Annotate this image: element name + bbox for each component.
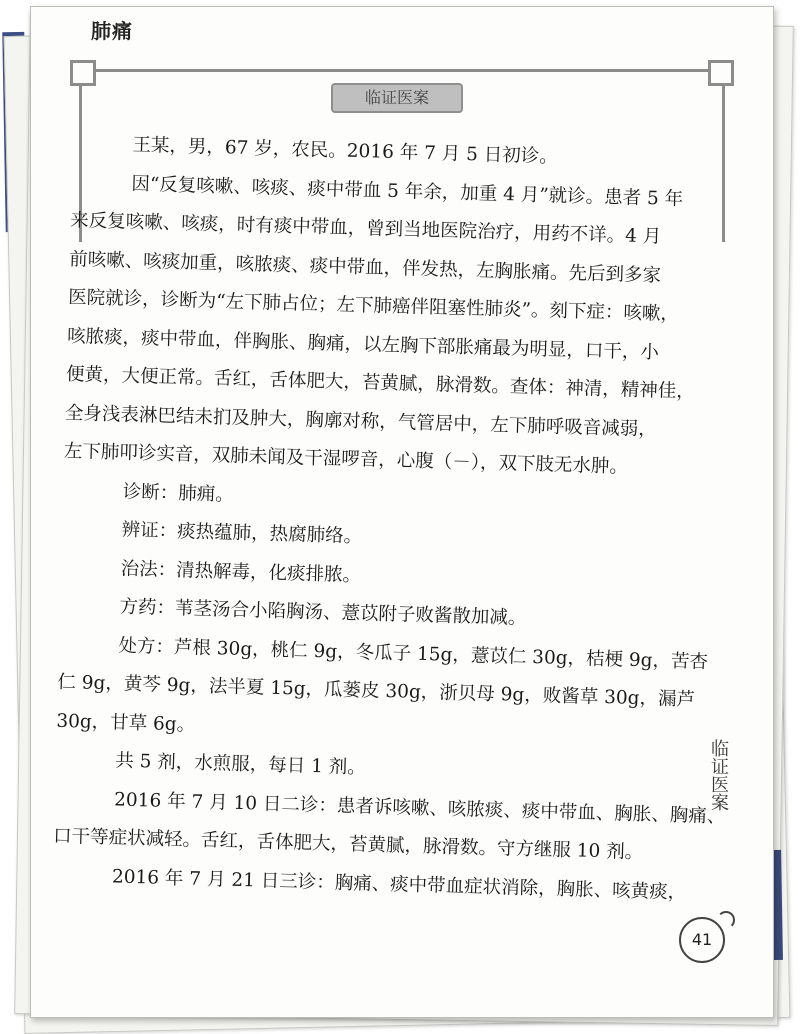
text-line: 因“反复咳嗽、咳痰、痰中带血 5 年余，加重 4 月”就诊。患者 5 年 <box>131 173 684 210</box>
text-line: 前咳嗽、咳痰加重，咳脓痰、痰中带血，伴发热，左胸胀痛。先后到多家 <box>68 248 662 286</box>
running-header: 肺痛 <box>91 19 133 43</box>
text-line: 2016 年 7 月 10 日二诊：患者诉咳嗽、咳脓痰、痰中带血、胸胀、胸痛、 <box>113 788 726 827</box>
page-number: 41 <box>679 917 725 963</box>
page-number-ornament-icon <box>717 911 735 929</box>
frame-corner-ornament <box>70 60 96 86</box>
text-line: 诊断：肺痈。 <box>122 481 235 506</box>
section-banner: 临证医案 <box>331 83 463 113</box>
text-line: 仁 9g，黄芩 9g，法半夏 15g，瓜蒌皮 30g，浙贝母 9g，败酱草 30g，漏芦 <box>57 671 696 711</box>
text-line: 医院就诊，诊断为“左下肺占位；左下肺癌伴阻塞性肺炎”。刻下症：咳嗽， <box>67 286 680 325</box>
text-line: 处方：芦根 30g，桃仁 9g，冬瓜子 15g，薏苡仁 30g，桔梗 9g，苦杏 <box>118 634 709 673</box>
frame-corner-ornament <box>708 60 734 86</box>
text-line: 全身浅表淋巴结未扪及肿大，胸廓对称，气管居中，左下肺呼吸音减弱， <box>64 402 658 440</box>
text-line: 便黄，大便正常。舌红，舌体肥大，苔黄腻，脉滑数。查体：神清，精神佳， <box>65 363 696 403</box>
text-line: 左下肺叩诊实音，双肺未闻及干湿啰音，心腹（－），双下肢无水肿。 <box>63 440 629 478</box>
text-line: 咳脓痰，痰中带血，伴胸胀、胸痛，以左胸下部胀痛最为明显，口干，小 <box>66 325 660 363</box>
side-section-label: 临证医案 <box>708 739 729 811</box>
book-page <box>30 6 774 1018</box>
text-line: 治法：清热解毒，化痰排脓。 <box>120 558 362 586</box>
text-line: 30g，甘草 6g。 <box>56 710 196 736</box>
text-line: 方药：苇茎汤合小陷胸汤、薏苡附子败酱散加减。 <box>119 596 527 629</box>
text-line: 辨证：痰热蕴肺，热腐肺络。 <box>121 519 363 548</box>
text-line: 王某，男，67 岁，农民。2016 年 7 月 5 日初诊。 <box>132 134 559 168</box>
text-line: 口干等症状减轻。舌红，舌体肥大，苔黄腻，脉滑数。守方继服 10 剂。 <box>52 825 644 864</box>
case-text <box>52 125 726 913</box>
text-line: 2016 年 7 月 21 日三诊：胸痛、痰中带血症状消除，胸胀、咳黄痰， <box>111 865 687 903</box>
text-line: 来反复咳嗽、咳痰，时有痰中带血，曾到当地医院治疗，用药不详。4 月 <box>70 209 662 248</box>
text-line: 共 5 剂，水煎服，每日 1 剂。 <box>114 750 367 779</box>
